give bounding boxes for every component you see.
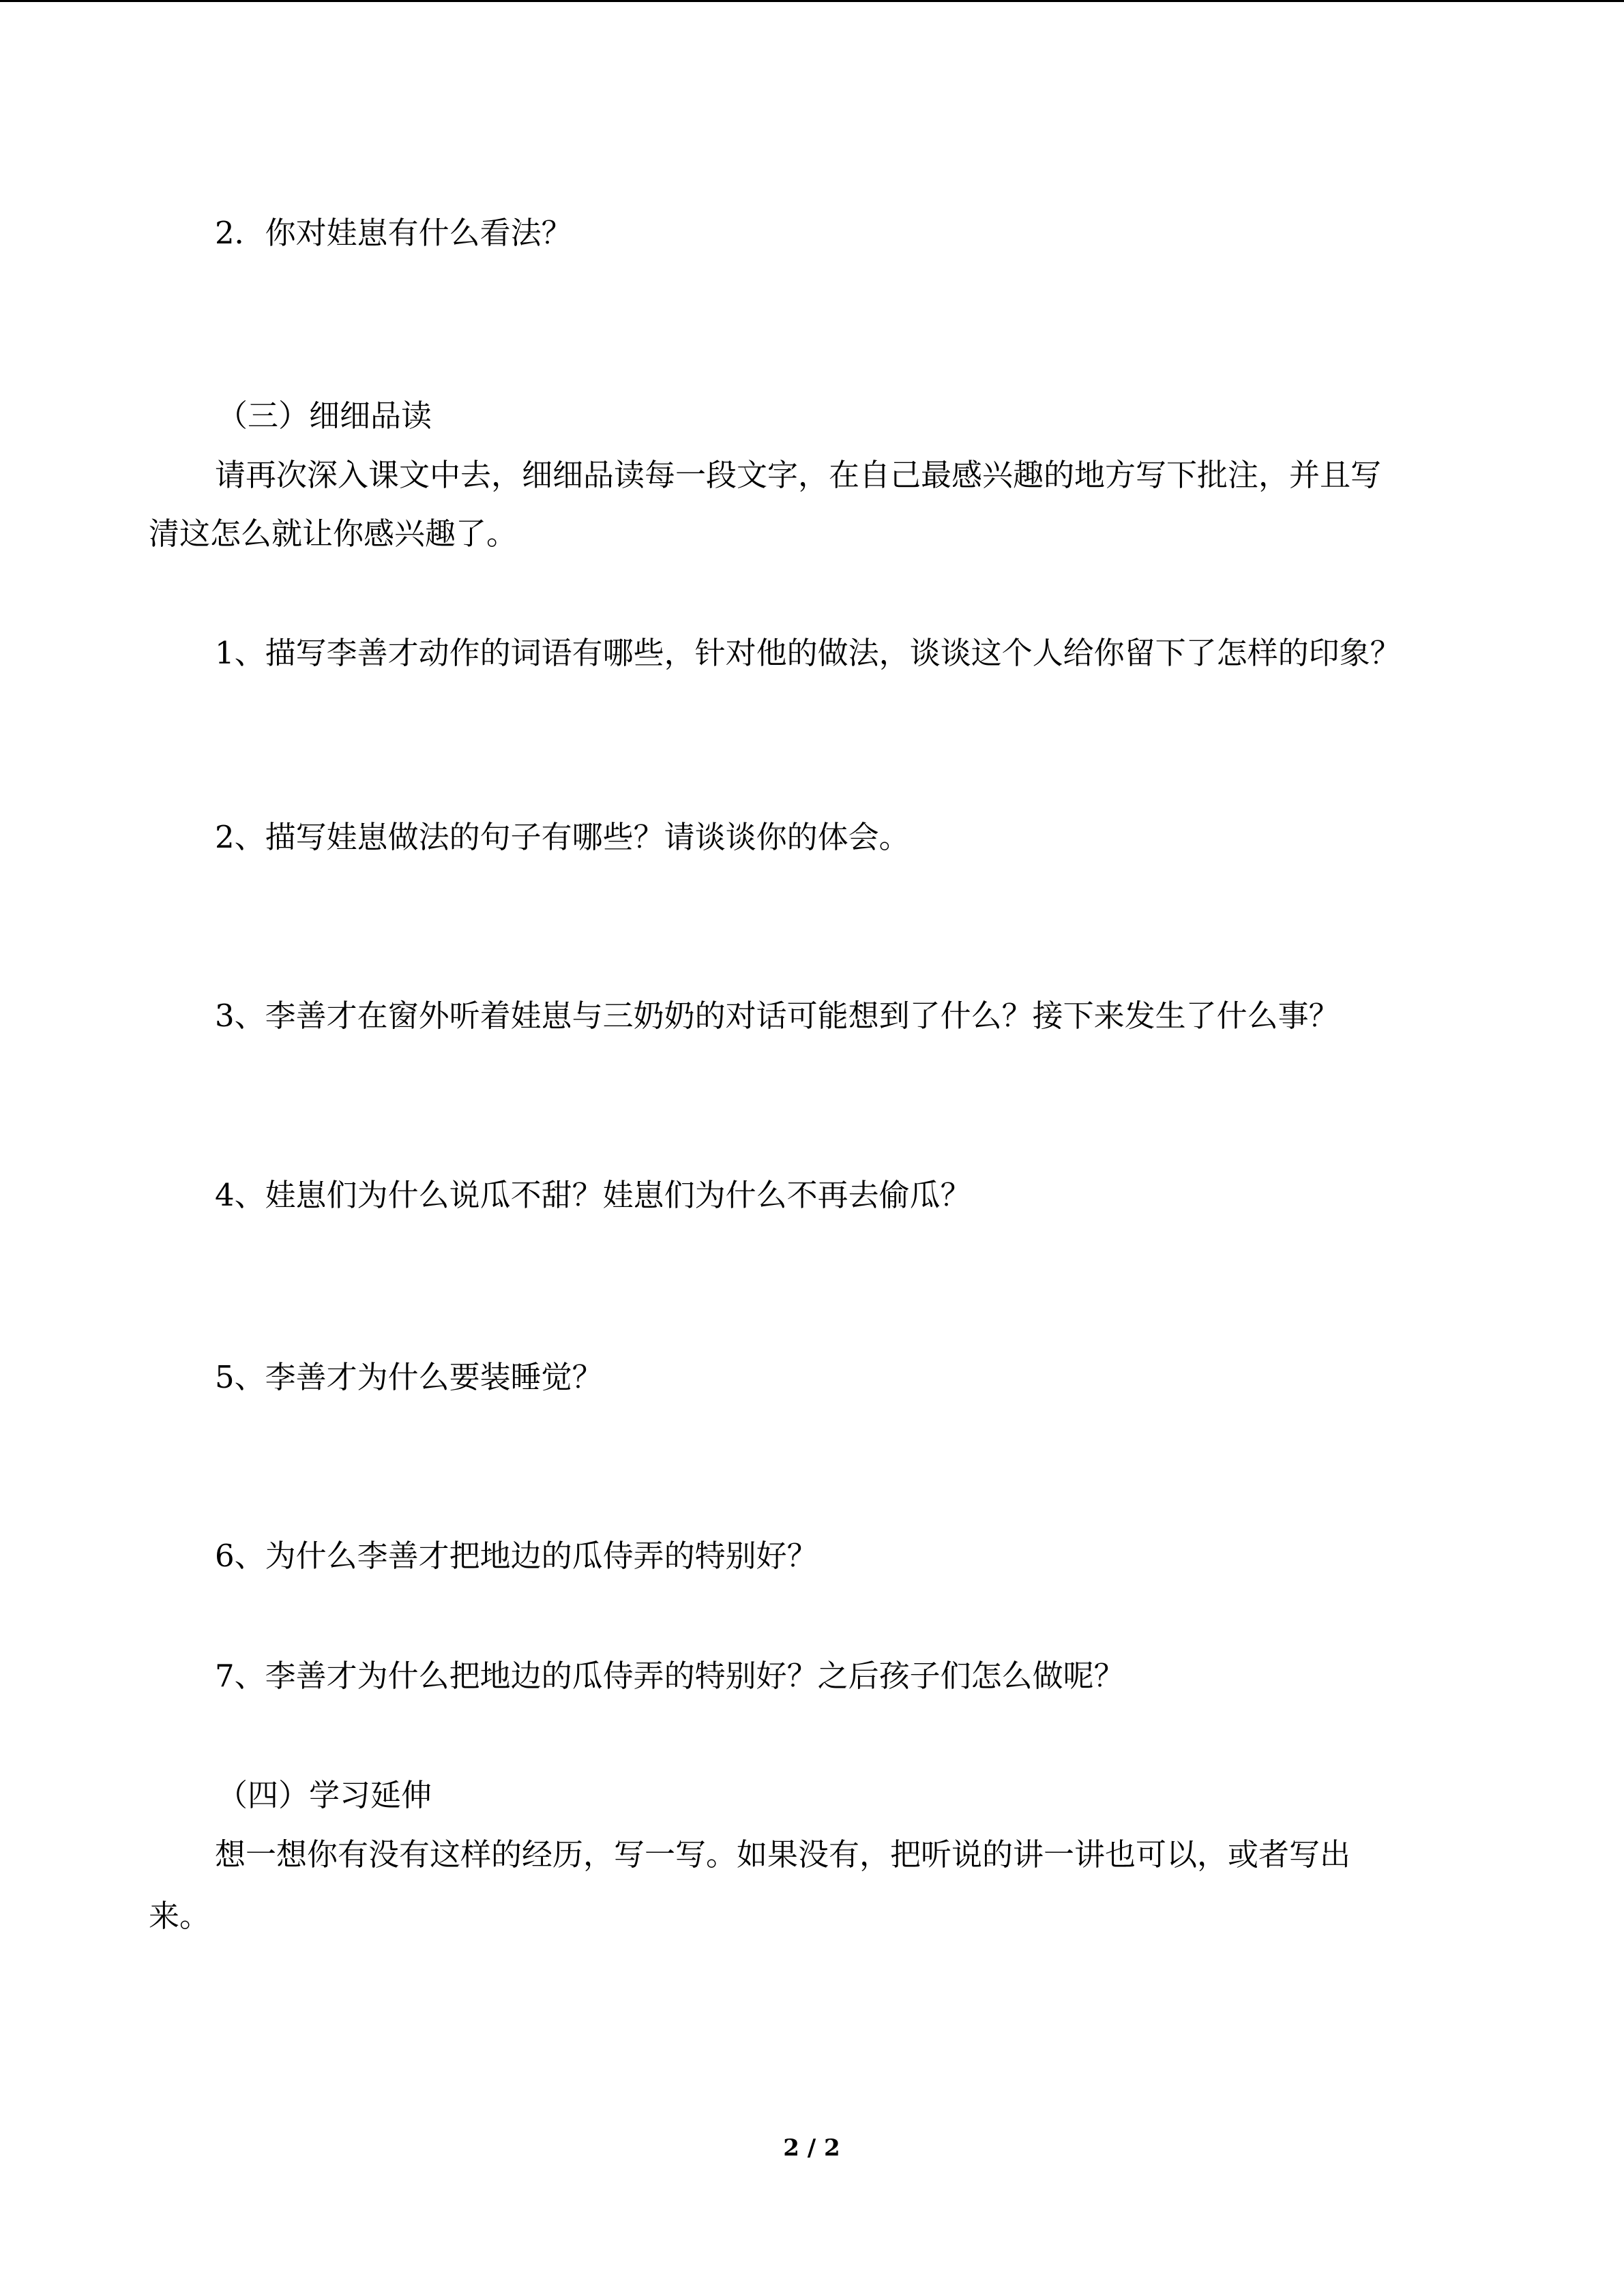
section-4-line-2: 来。 (149, 1898, 211, 1934)
question-1: 1、描写李善才动作的词语有哪些，针对他的做法，谈谈这个人给你留下了怎样的印象？ (215, 635, 1401, 671)
question-7: 7、李善才为什么把地边的瓜侍弄的特别好？之后孩子们怎么做呢？ (215, 1658, 1125, 1694)
question-2: 2、描写娃崽做法的句子有哪些？请谈谈你的体会。 (215, 819, 910, 855)
question-3: 3、李善才在窗外听着娃崽与三奶奶的对话可能想到了什么？接下来发生了什么事？ (215, 998, 1340, 1034)
page-top-border (0, 0, 1624, 2)
page-number: 2 / 2 (783, 2134, 840, 2162)
question-view-on-wazai: 2．你对娃崽有什么看法？ (215, 215, 572, 251)
section-3-heading: （三）细细品读 (217, 398, 432, 434)
question-5: 5、李善才为什么要装睡觉？ (215, 1359, 603, 1395)
section-3-intro-line-2: 清这怎么就让你感兴趣了。 (149, 516, 518, 552)
question-6: 6、为什么李善才把地边的瓜侍弄的特别好？ (215, 1538, 818, 1574)
section-4-line-1: 想一想你有没有这样的经历，写一写。如果没有，把听说的讲一讲也可以，或者写出 (215, 1836, 1351, 1873)
question-4: 4、娃崽们为什么说瓜不甜？娃崽们为什么不再去偷瓜？ (215, 1177, 971, 1213)
section-4-heading: （四）学习延伸 (217, 1777, 432, 1813)
section-3-intro-line-1: 请再次深入课文中去，细细品读每一段文字，在自己最感兴趣的地方写下批注，并且写 (215, 457, 1382, 493)
